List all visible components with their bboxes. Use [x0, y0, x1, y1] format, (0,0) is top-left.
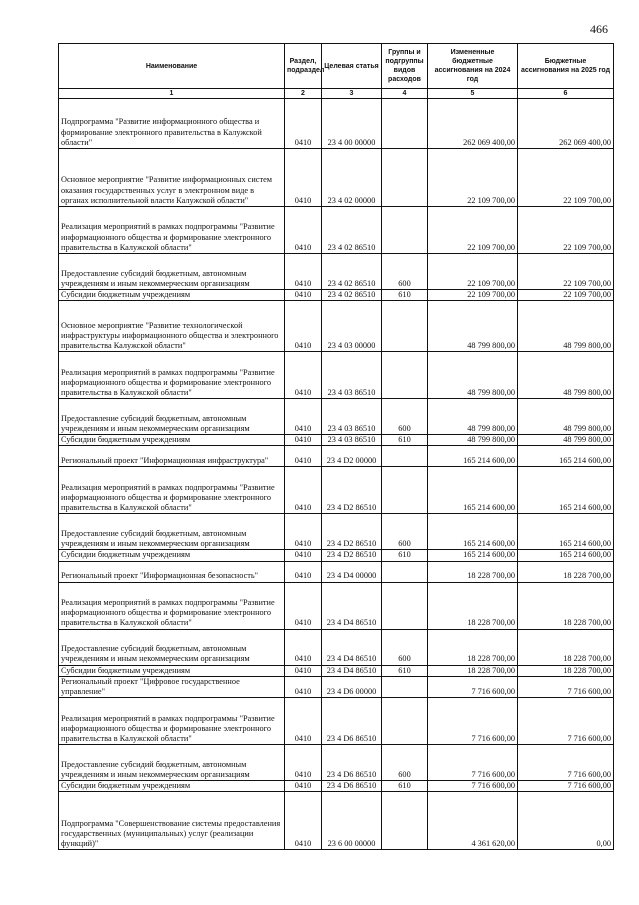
row-amount-2024: 48 799 800,00: [428, 435, 518, 446]
row-section: 0410: [285, 781, 322, 792]
column-number-row: [59, 89, 614, 99]
row-target: 23 4 D4 86510: [322, 629, 382, 665]
table-row: [59, 745, 614, 781]
row-amount-2024: 165 214 600,00: [428, 514, 518, 550]
row-name: Подпрограмма "Совершенствование системы предоставления государственных (муниципальных) услуг (реализации функций)": [59, 792, 285, 850]
row-amount-2025: 7 716 600,00: [518, 745, 614, 781]
row-target: 23 4 D2 86510: [322, 467, 382, 514]
row-amount-2024: 48 799 800,00: [428, 399, 518, 435]
row-section: 0410: [285, 698, 322, 745]
row-name: Предоставление субсидий бюджетным, автономным учреждениям и иным некоммерческим организациям: [59, 399, 285, 435]
header-target: Целевая статья: [322, 44, 382, 89]
table-row: [59, 582, 614, 629]
row-target: 23 4 D4 86510: [322, 582, 382, 629]
row-name: Субсидии бюджетным учреждениям: [59, 665, 285, 676]
row-amount-2025: 18 228 700,00: [518, 582, 614, 629]
row-name: Реализация мероприятий в рамках подпрограммы "Развитие информационного общества и формирование электронного правительства в Калужской области": [59, 698, 285, 745]
table-row: [59, 514, 614, 550]
table-row: [59, 467, 614, 514]
header-name: Наименование: [59, 44, 285, 89]
row-group: [382, 446, 428, 467]
row-group: [382, 582, 428, 629]
column-number: 2: [285, 89, 322, 99]
row-amount-2024: 18 228 700,00: [428, 582, 518, 629]
row-section: 0410: [285, 207, 322, 254]
row-amount-2024: 48 799 800,00: [428, 301, 518, 352]
row-target: 23 4 D6 86510: [322, 698, 382, 745]
row-amount-2025: 165 214 600,00: [518, 514, 614, 550]
row-amount-2025: 18 228 700,00: [518, 629, 614, 665]
row-group: [382, 467, 428, 514]
row-amount-2025: 165 214 600,00: [518, 446, 614, 467]
table-row: [59, 399, 614, 435]
table-row: [59, 676, 614, 697]
row-amount-2025: 22 109 700,00: [518, 149, 614, 207]
row-target: 23 4 02 86510: [322, 254, 382, 290]
row-section: 0410: [285, 629, 322, 665]
row-name: Предоставление субсидий бюджетным, автономным учреждениям и иным некоммерческим организациям: [59, 745, 285, 781]
budget-table: [58, 43, 614, 850]
row-amount-2024: 22 109 700,00: [428, 290, 518, 301]
row-section: 0410: [285, 149, 322, 207]
row-amount-2024: 262 069 400,00: [428, 99, 518, 149]
row-target: 23 4 03 00000: [322, 301, 382, 352]
table-row: [59, 149, 614, 207]
header-budget-2025: Бюджетные ассигнования на 2025 год: [518, 44, 614, 89]
row-name: Региональный проект "Информационная инфраструктура": [59, 446, 285, 467]
row-amount-2024: 4 361 620,00: [428, 792, 518, 850]
row-name: Региональный проект "Информационная безопасность": [59, 561, 285, 582]
row-group: [382, 698, 428, 745]
page-number: 466: [590, 22, 608, 36]
row-amount-2025: 165 214 600,00: [518, 467, 614, 514]
row-section: 0410: [285, 352, 322, 399]
row-section: 0410: [285, 514, 322, 550]
column-number: 6: [518, 89, 614, 99]
row-amount-2025: 22 109 700,00: [518, 290, 614, 301]
row-group: 600: [382, 514, 428, 550]
table-row: [59, 446, 614, 467]
table-row: [59, 301, 614, 352]
row-amount-2024: 22 109 700,00: [428, 149, 518, 207]
header-section: Раздел, подраздел: [285, 44, 322, 89]
row-name: Субсидии бюджетным учреждениям: [59, 435, 285, 446]
row-name: Субсидии бюджетным учреждениям: [59, 290, 285, 301]
row-group: [382, 792, 428, 850]
row-section: 0410: [285, 399, 322, 435]
row-group: [382, 149, 428, 207]
row-group: 610: [382, 550, 428, 561]
row-amount-2024: 7 716 600,00: [428, 745, 518, 781]
row-group: [382, 207, 428, 254]
row-target: 23 4 02 86510: [322, 290, 382, 301]
row-target: 23 4 D4 86510: [322, 665, 382, 676]
row-amount-2025: 22 109 700,00: [518, 207, 614, 254]
row-amount-2024: 22 109 700,00: [428, 254, 518, 290]
row-group: 600: [382, 254, 428, 290]
row-section: 0410: [285, 792, 322, 850]
row-amount-2025: 48 799 800,00: [518, 352, 614, 399]
row-amount-2024: 165 214 600,00: [428, 550, 518, 561]
row-amount-2025: 22 109 700,00: [518, 254, 614, 290]
row-name: Реализация мероприятий в рамках подпрограммы "Развитие информационного общества и формирование электронного правительства в Калужской области": [59, 467, 285, 514]
row-name: Реализация мероприятий в рамках подпрограммы "Развитие информационного общества и формирование электронного правительства в Калужской области": [59, 582, 285, 629]
row-amount-2024: 22 109 700,00: [428, 207, 518, 254]
row-target: 23 4 03 86510: [322, 435, 382, 446]
row-name: Предоставление субсидий бюджетным, автономным учреждениям и иным некоммерческим организациям: [59, 514, 285, 550]
table-row: [59, 781, 614, 792]
row-name: Субсидии бюджетным учреждениям: [59, 550, 285, 561]
table-row: [59, 550, 614, 561]
row-group: 610: [382, 435, 428, 446]
row-amount-2024: 18 228 700,00: [428, 665, 518, 676]
row-group: [382, 352, 428, 399]
row-amount-2024: 7 716 600,00: [428, 781, 518, 792]
row-name: Реализация мероприятий в рамках подпрограммы "Развитие информационного общества и формирование электронного правительства в Калужской области": [59, 207, 285, 254]
row-section: 0410: [285, 745, 322, 781]
table-row: [59, 352, 614, 399]
row-amount-2025: 18 228 700,00: [518, 665, 614, 676]
row-section: 0410: [285, 290, 322, 301]
row-section: 0410: [285, 301, 322, 352]
row-group: 610: [382, 665, 428, 676]
row-group: 600: [382, 399, 428, 435]
table-row: [59, 665, 614, 676]
row-amount-2025: 0,00: [518, 792, 614, 850]
row-name: Региональный проект "Цифровое государственное управление": [59, 676, 285, 697]
row-target: 23 4 D4 00000: [322, 561, 382, 582]
row-name: Подпрограмма "Развитие информационного общества и формирование электронного правительства в Калужской области": [59, 99, 285, 149]
table-row: [59, 207, 614, 254]
row-name: Предоставление субсидий бюджетным, автономным учреждениям и иным некоммерческим организациям: [59, 254, 285, 290]
row-group: [382, 99, 428, 149]
row-amount-2024: 18 228 700,00: [428, 629, 518, 665]
row-amount-2025: 48 799 800,00: [518, 301, 614, 352]
row-target: 23 4 D2 86510: [322, 514, 382, 550]
row-section: 0410: [285, 582, 322, 629]
row-amount-2024: 48 799 800,00: [428, 352, 518, 399]
row-group: 610: [382, 781, 428, 792]
row-section: 0410: [285, 665, 322, 676]
row-amount-2025: 18 228 700,00: [518, 561, 614, 582]
table-row: [59, 290, 614, 301]
row-amount-2024: 165 214 600,00: [428, 446, 518, 467]
row-amount-2025: 7 716 600,00: [518, 698, 614, 745]
row-target: 23 4 03 86510: [322, 352, 382, 399]
row-target: 23 4 D2 86510: [322, 550, 382, 561]
column-number: 1: [59, 89, 285, 99]
row-amount-2025: 48 799 800,00: [518, 435, 614, 446]
row-name: Предоставление субсидий бюджетным, автономным учреждениям и иным некоммерческим организациям: [59, 629, 285, 665]
row-target: 23 4 D6 00000: [322, 676, 382, 697]
row-target: 23 4 D6 86510: [322, 745, 382, 781]
row-target: 23 6 00 00000: [322, 792, 382, 850]
row-amount-2024: 165 214 600,00: [428, 467, 518, 514]
row-target: 23 4 02 00000: [322, 149, 382, 207]
row-group: [382, 676, 428, 697]
row-target: 23 4 D6 86510: [322, 781, 382, 792]
table-row: [59, 254, 614, 290]
row-amount-2025: 262 069 400,00: [518, 99, 614, 149]
row-name: Основное мероприятие "Развитие технологической инфраструктуры информационного общества и электронного правительства Калужской области": [59, 301, 285, 352]
row-amount-2024: 7 716 600,00: [428, 698, 518, 745]
row-name: Субсидии бюджетным учреждениям: [59, 781, 285, 792]
row-section: 0410: [285, 467, 322, 514]
row-target: 23 4 00 00000: [322, 99, 382, 149]
row-group: 600: [382, 745, 428, 781]
table-row: [59, 629, 614, 665]
table-row: [59, 99, 614, 149]
row-amount-2025: 165 214 600,00: [518, 550, 614, 561]
row-section: 0410: [285, 446, 322, 467]
row-section: 0410: [285, 561, 322, 582]
row-group: [382, 561, 428, 582]
row-name: Основное мероприятие "Развитие информационных систем оказания государственных услуг в электронном виде в органах исполнительной власти Калужской области": [59, 149, 285, 207]
row-target: 23 4 03 86510: [322, 399, 382, 435]
row-section: 0410: [285, 435, 322, 446]
table-row: [59, 561, 614, 582]
table-row: [59, 698, 614, 745]
row-section: 0410: [285, 99, 322, 149]
header-groups: Группы и подгруппы видов расходов: [382, 44, 428, 89]
row-group: 610: [382, 290, 428, 301]
header-amended-2024: Измененные бюджетные ассигнования на 2024 год: [428, 44, 518, 89]
column-number: 5: [428, 89, 518, 99]
row-name: Реализация мероприятий в рамках подпрограммы "Развитие информационного общества и формирование электронного правительства в Калужской области": [59, 352, 285, 399]
column-number: 4: [382, 89, 428, 99]
table-row: [59, 792, 614, 850]
row-section: 0410: [285, 550, 322, 561]
row-group: 600: [382, 629, 428, 665]
row-amount-2025: 7 716 600,00: [518, 676, 614, 697]
table-body: [59, 99, 614, 850]
row-amount-2025: 48 799 800,00: [518, 399, 614, 435]
header-row: [59, 44, 614, 89]
row-amount-2025: 7 716 600,00: [518, 781, 614, 792]
table-row: [59, 435, 614, 446]
row-amount-2024: 18 228 700,00: [428, 561, 518, 582]
row-amount-2024: 7 716 600,00: [428, 676, 518, 697]
row-section: 0410: [285, 254, 322, 290]
row-target: 23 4 02 86510: [322, 207, 382, 254]
row-section: 0410: [285, 676, 322, 697]
row-target: 23 4 D2 00000: [322, 446, 382, 467]
row-group: [382, 301, 428, 352]
column-number: 3: [322, 89, 382, 99]
